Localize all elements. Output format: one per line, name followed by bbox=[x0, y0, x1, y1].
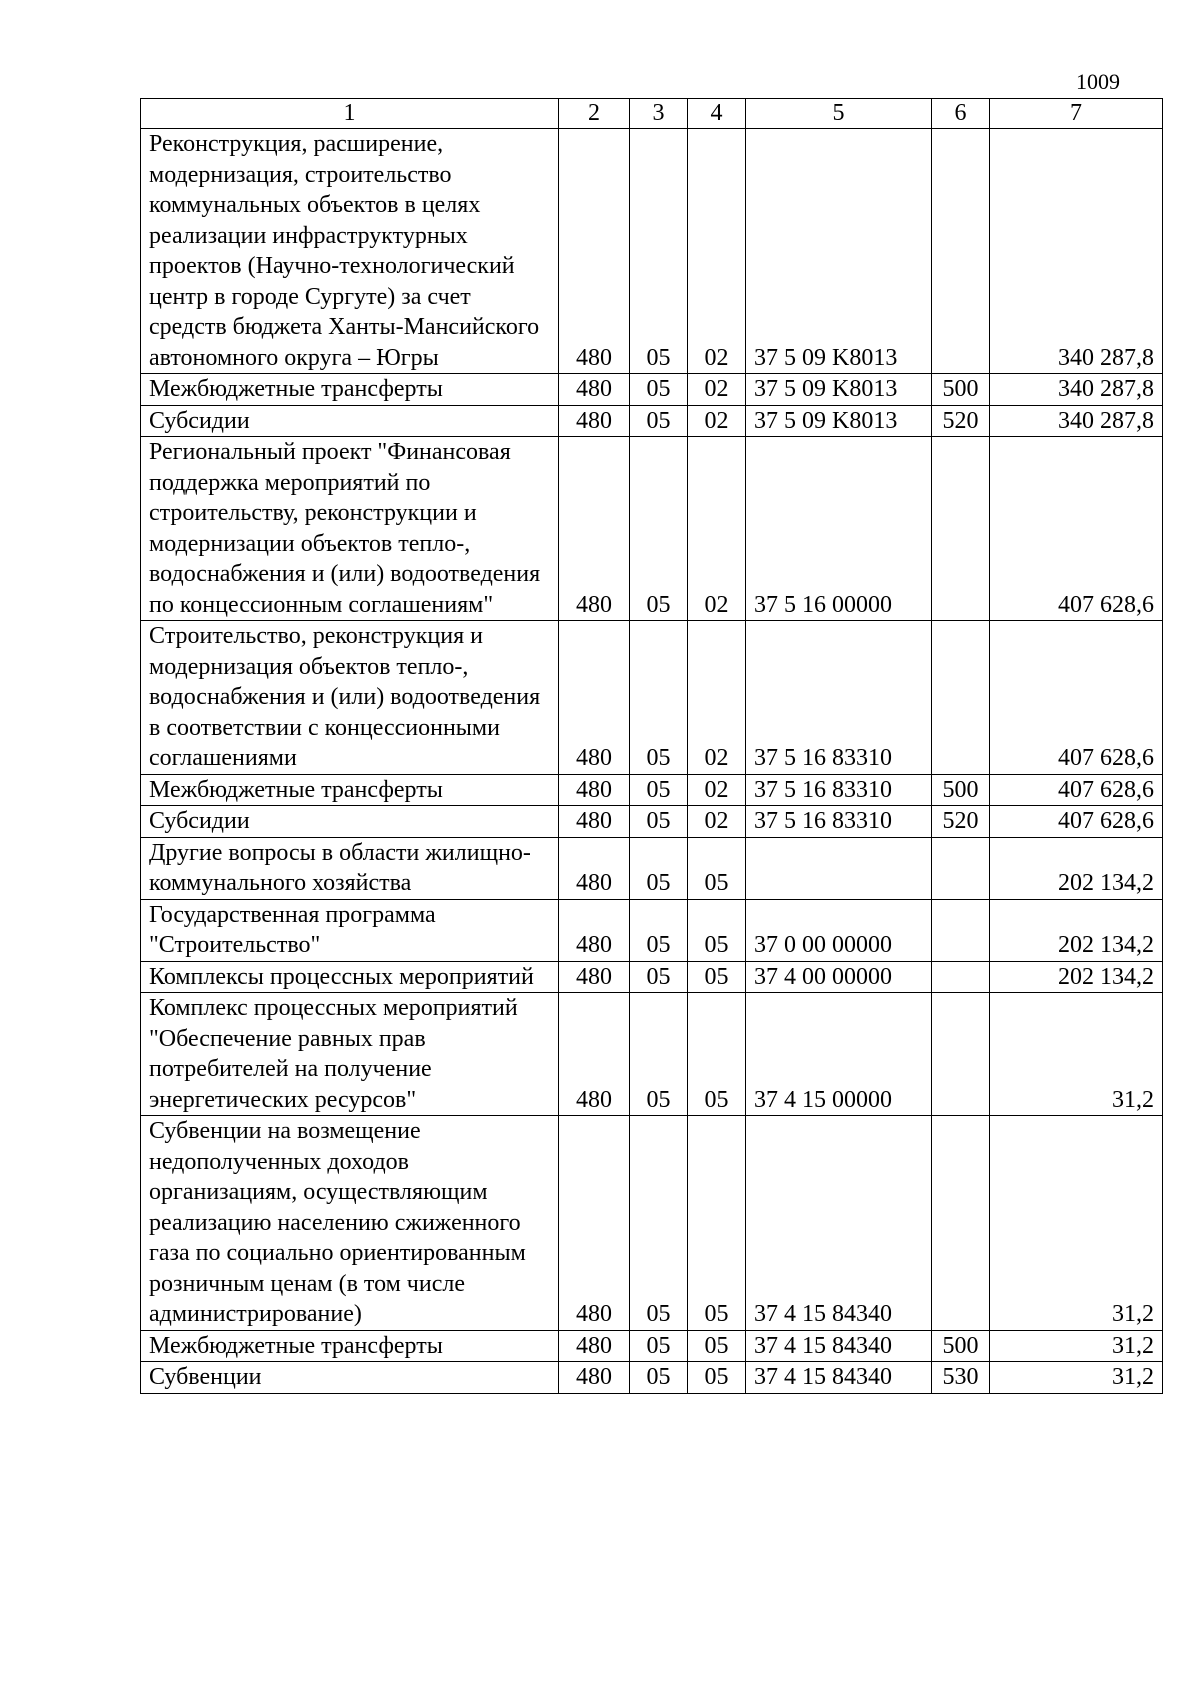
subsection-code-cell: 02 bbox=[688, 374, 746, 406]
subsection-code-cell: 02 bbox=[688, 405, 746, 437]
header-col-7: 7 bbox=[990, 99, 1163, 129]
amount-cell: 31,2 bbox=[990, 993, 1163, 1116]
table-row bbox=[141, 1362, 1163, 1394]
target-article-code-cell: 37 5 09 K8013 bbox=[746, 129, 932, 374]
table-row bbox=[141, 1330, 1163, 1362]
table-row bbox=[141, 899, 1163, 961]
subsection-code-cell: 05 bbox=[688, 1330, 746, 1362]
section-code-cell: 05 bbox=[630, 621, 688, 775]
ministry-code-cell: 480 bbox=[559, 1362, 630, 1394]
table-row bbox=[141, 774, 1163, 806]
expense-type-code-cell bbox=[932, 437, 990, 621]
target-article-code-cell: 37 4 15 84340 bbox=[746, 1330, 932, 1362]
expense-type-code-cell: 520 bbox=[932, 806, 990, 838]
expense-type-code-cell: 500 bbox=[932, 1330, 990, 1362]
table-row bbox=[141, 437, 1163, 621]
subsection-code-cell: 02 bbox=[688, 437, 746, 621]
header-col-6: 6 bbox=[932, 99, 990, 129]
target-article-code-cell: 37 0 00 00000 bbox=[746, 899, 932, 961]
expense-type-code-cell bbox=[932, 993, 990, 1116]
target-article-code-cell: 37 5 16 83310 bbox=[746, 621, 932, 775]
section-code-cell: 05 bbox=[630, 774, 688, 806]
amount-cell: 31,2 bbox=[990, 1362, 1163, 1394]
subsection-code-cell: 05 bbox=[688, 837, 746, 899]
row-name-cell: Региональный проект "Финансовая поддержка мероприятий по строительству, реконструкции и модернизации объектов тепло-, водоснабжения и (или) водоотведения по концессионным соглашениям" bbox=[141, 437, 559, 621]
section-code-cell: 05 bbox=[630, 899, 688, 961]
row-name-cell: Комплекс процессных мероприятий "Обеспечение равных прав потребителей на получение энергетических ресурсов" bbox=[141, 993, 559, 1116]
expense-type-code-cell: 530 bbox=[932, 1362, 990, 1394]
amount-cell: 31,2 bbox=[990, 1116, 1163, 1331]
ministry-code-cell: 480 bbox=[559, 899, 630, 961]
amount-cell: 202 134,2 bbox=[990, 961, 1163, 993]
subsection-code-cell: 02 bbox=[688, 621, 746, 775]
row-name-cell: Межбюджетные трансферты bbox=[141, 374, 559, 406]
ministry-code-cell: 480 bbox=[559, 993, 630, 1116]
section-code-cell: 05 bbox=[630, 374, 688, 406]
expense-type-code-cell bbox=[932, 621, 990, 775]
section-code-cell: 05 bbox=[630, 1116, 688, 1331]
subsection-code-cell: 05 bbox=[688, 1116, 746, 1331]
header-col-1: 1 bbox=[141, 99, 559, 129]
target-article-code-cell: 37 5 09 K8013 bbox=[746, 405, 932, 437]
amount-cell: 340 287,8 bbox=[990, 374, 1163, 406]
expense-type-code-cell bbox=[932, 899, 990, 961]
amount-cell: 407 628,6 bbox=[990, 806, 1163, 838]
subsection-code-cell: 02 bbox=[688, 774, 746, 806]
ministry-code-cell: 480 bbox=[559, 129, 630, 374]
row-name-cell: Реконструкция, расширение, модернизация, строительство коммунальных объектов в целях реализации инфраструктурных проектов (Научно-технологический центр в городе Сургуте) за счет средств бюджета Ханты-Мансийского автономного округа – Югры bbox=[141, 129, 559, 374]
expense-type-code-cell bbox=[932, 837, 990, 899]
header-row bbox=[141, 99, 1163, 129]
target-article-code-cell: 37 5 16 00000 bbox=[746, 437, 932, 621]
ministry-code-cell: 480 bbox=[559, 1116, 630, 1331]
table-body bbox=[141, 129, 1163, 1394]
ministry-code-cell: 480 bbox=[559, 437, 630, 621]
table-row bbox=[141, 993, 1163, 1116]
amount-cell: 202 134,2 bbox=[990, 899, 1163, 961]
ministry-code-cell: 480 bbox=[559, 1330, 630, 1362]
row-name-cell: Субвенции на возмещение недополученных доходов организациям, осуществляющим реализацию населению сжиженного газа по социально ориентированным розничным ценам (в том числе администрирование) bbox=[141, 1116, 559, 1331]
section-code-cell: 05 bbox=[630, 993, 688, 1116]
subsection-code-cell: 02 bbox=[688, 806, 746, 838]
row-name-cell: Субсидии bbox=[141, 405, 559, 437]
table-row bbox=[141, 405, 1163, 437]
table-row bbox=[141, 129, 1163, 374]
section-code-cell: 05 bbox=[630, 1362, 688, 1394]
ministry-code-cell: 480 bbox=[559, 774, 630, 806]
expense-type-code-cell: 520 bbox=[932, 405, 990, 437]
expense-type-code-cell bbox=[932, 129, 990, 374]
header-col-3: 3 bbox=[630, 99, 688, 129]
target-article-code-cell: 37 4 00 00000 bbox=[746, 961, 932, 993]
subsection-code-cell: 05 bbox=[688, 961, 746, 993]
amount-cell: 340 287,8 bbox=[990, 405, 1163, 437]
expense-type-code-cell bbox=[932, 961, 990, 993]
row-name-cell: Другие вопросы в области жилищно-коммунального хозяйства bbox=[141, 837, 559, 899]
amount-cell: 407 628,6 bbox=[990, 774, 1163, 806]
amount-cell: 31,2 bbox=[990, 1330, 1163, 1362]
ministry-code-cell: 480 bbox=[559, 374, 630, 406]
expense-type-code-cell bbox=[932, 1116, 990, 1331]
target-article-code-cell: 37 5 16 83310 bbox=[746, 806, 932, 838]
page-number: 1009 bbox=[1076, 69, 1120, 94]
section-code-cell: 05 bbox=[630, 405, 688, 437]
header-col-5: 5 bbox=[746, 99, 932, 129]
header-col-4: 4 bbox=[688, 99, 746, 129]
table-row bbox=[141, 837, 1163, 899]
amount-cell: 340 287,8 bbox=[990, 129, 1163, 374]
section-code-cell: 05 bbox=[630, 806, 688, 838]
budget-table bbox=[140, 98, 1163, 1394]
table-row bbox=[141, 621, 1163, 775]
header-col-2: 2 bbox=[559, 99, 630, 129]
amount-cell: 407 628,6 bbox=[990, 621, 1163, 775]
ministry-code-cell: 480 bbox=[559, 405, 630, 437]
table-row bbox=[141, 1116, 1163, 1331]
subsection-code-cell: 05 bbox=[688, 993, 746, 1116]
expense-type-code-cell: 500 bbox=[932, 374, 990, 406]
expense-type-code-cell: 500 bbox=[932, 774, 990, 806]
target-article-code-cell: 37 4 15 00000 bbox=[746, 993, 932, 1116]
row-name-cell: Государственная программа "Строительство" bbox=[141, 899, 559, 961]
row-name-cell: Строительство, реконструкция и модернизация объектов тепло-, водоснабжения и (или) водоотведения в соответствии с концессионными соглашениями bbox=[141, 621, 559, 775]
section-code-cell: 05 bbox=[630, 1330, 688, 1362]
section-code-cell: 05 bbox=[630, 129, 688, 374]
amount-cell: 407 628,6 bbox=[990, 437, 1163, 621]
target-article-code-cell bbox=[746, 837, 932, 899]
target-article-code-cell: 37 5 16 83310 bbox=[746, 774, 932, 806]
section-code-cell: 05 bbox=[630, 837, 688, 899]
row-name-cell: Субсидии bbox=[141, 806, 559, 838]
row-name-cell: Субвенции bbox=[141, 1362, 559, 1394]
ministry-code-cell: 480 bbox=[559, 621, 630, 775]
ministry-code-cell: 480 bbox=[559, 806, 630, 838]
ministry-code-cell: 480 bbox=[559, 837, 630, 899]
table-row bbox=[141, 374, 1163, 406]
subsection-code-cell: 02 bbox=[688, 129, 746, 374]
ministry-code-cell: 480 bbox=[559, 961, 630, 993]
row-name-cell: Комплексы процессных мероприятий bbox=[141, 961, 559, 993]
amount-cell: 202 134,2 bbox=[990, 837, 1163, 899]
target-article-code-cell: 37 5 09 K8013 bbox=[746, 374, 932, 406]
row-name-cell: Межбюджетные трансферты bbox=[141, 1330, 559, 1362]
table-row bbox=[141, 806, 1163, 838]
row-name-cell: Межбюджетные трансферты bbox=[141, 774, 559, 806]
section-code-cell: 05 bbox=[630, 437, 688, 621]
subsection-code-cell: 05 bbox=[688, 1362, 746, 1394]
table-row bbox=[141, 961, 1163, 993]
target-article-code-cell: 37 4 15 84340 bbox=[746, 1116, 932, 1331]
subsection-code-cell: 05 bbox=[688, 899, 746, 961]
section-code-cell: 05 bbox=[630, 961, 688, 993]
target-article-code-cell: 37 4 15 84340 bbox=[746, 1362, 932, 1394]
